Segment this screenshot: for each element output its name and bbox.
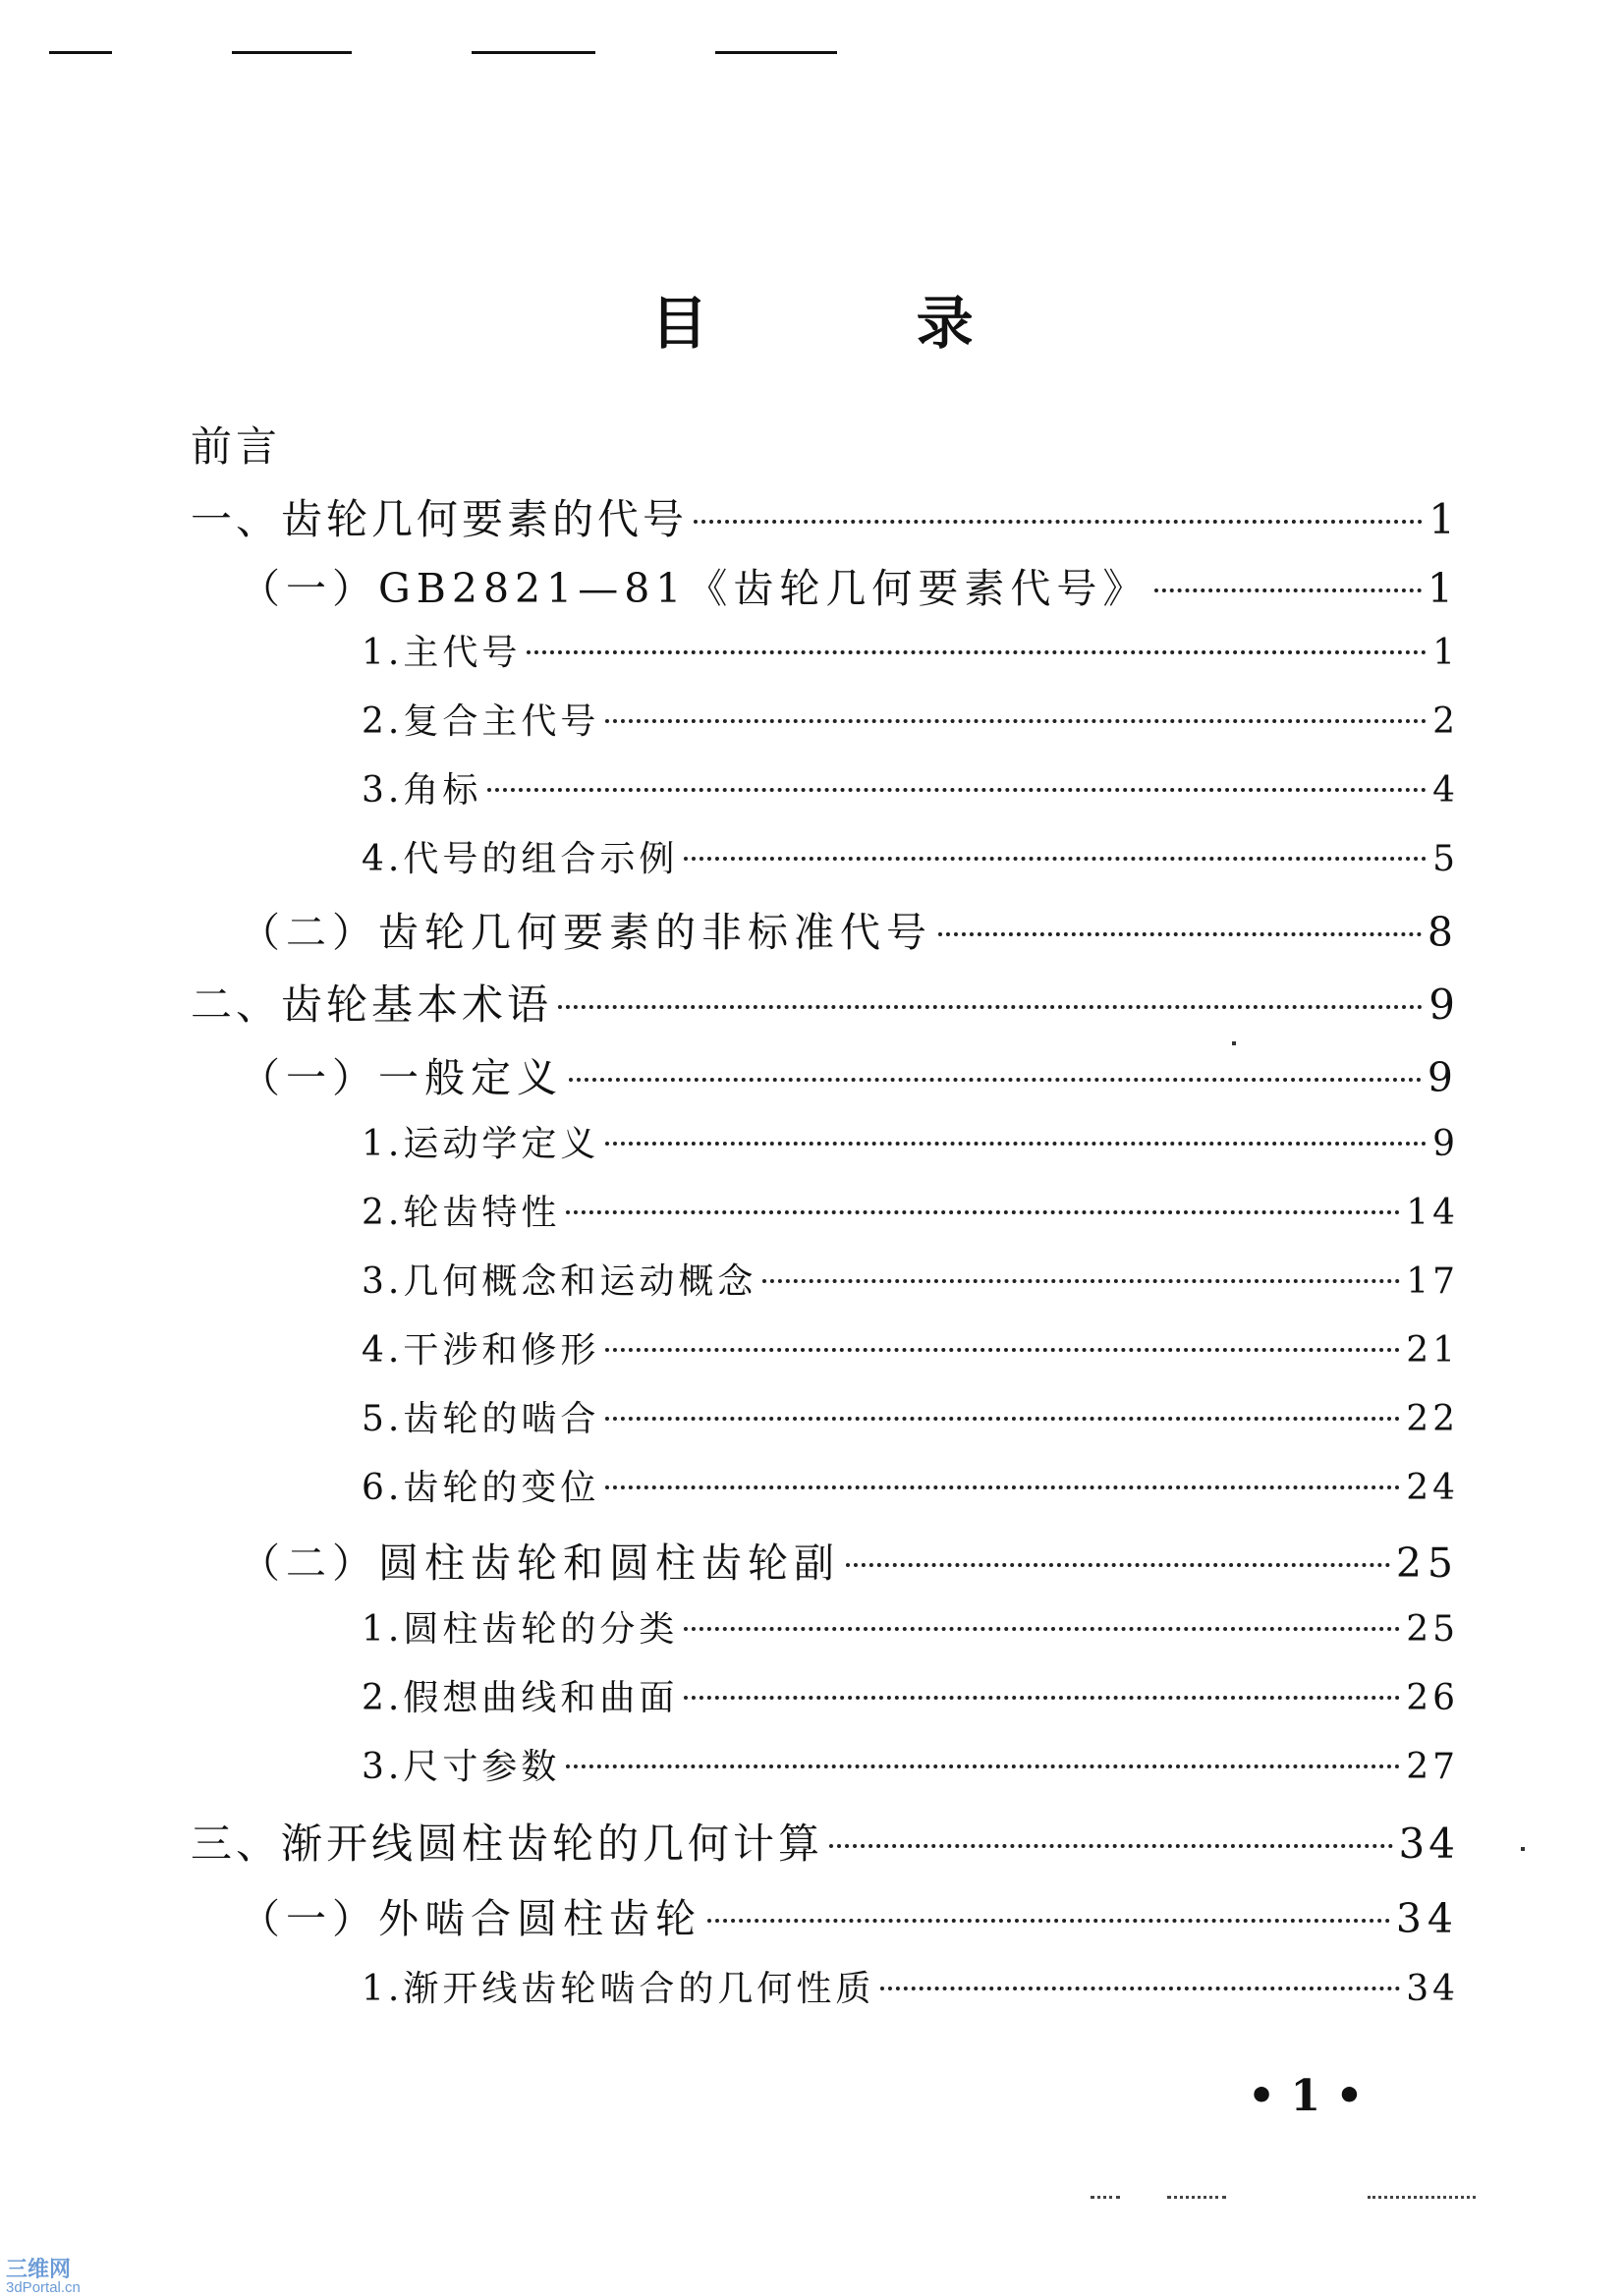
page-number: • 1 • <box>1248 2071 1364 2121</box>
toc-entry-chapter[interactable] <box>191 487 1459 542</box>
dot-leader <box>684 1696 1400 1700</box>
toc-entry-section[interactable] <box>240 556 1459 611</box>
toc-entry-section[interactable] <box>240 1531 1459 1586</box>
toc-entry-text: 3.尺寸参数 <box>362 1747 561 1787</box>
toc-entry-subsection[interactable] <box>362 1670 1459 1725</box>
dot-leader <box>566 1764 1400 1768</box>
toc-entry-text: 二、齿轮基本术语 <box>191 980 553 1029</box>
toc-entry-page: 24 <box>1406 1468 1459 1508</box>
toc-entry-chapter[interactable] <box>191 1812 1459 1867</box>
toc-entry-text: 4.干涉和修形 <box>362 1330 600 1371</box>
scan-artifact <box>1368 2193 1476 2199</box>
dot-leader <box>569 1078 1422 1082</box>
dot-leader <box>605 1485 1400 1489</box>
toc-entry-page: 8 <box>1427 909 1459 956</box>
toc-entry-text: （一）一般定义 <box>240 1054 563 1101</box>
dot-leader <box>487 788 1427 792</box>
toc-entry-subsection[interactable] <box>362 1739 1459 1794</box>
toc-entry-page: 25 <box>1406 1609 1459 1650</box>
toc-entry-subsection[interactable] <box>362 1961 1459 2016</box>
dot-leader <box>684 1627 1400 1631</box>
toc-entry-page: 9 <box>1428 980 1459 1029</box>
toc-entry-text: 4.代号的组合示例 <box>362 839 679 879</box>
toc-entry-subsection[interactable] <box>362 1116 1459 1171</box>
scan-artifact <box>1521 1847 1525 1851</box>
toc-entry-subsection[interactable] <box>362 625 1459 680</box>
toc-entry-text: 一、齿轮几何要素的代号 <box>191 495 689 543</box>
toc-entry-text: 3.角标 <box>362 770 482 811</box>
toc-entry-page: 34 <box>1395 1895 1459 1942</box>
toc-entry-page: 34 <box>1398 1820 1459 1868</box>
toc-entry-preface[interactable] <box>191 415 1459 470</box>
site-watermark <box>6 2258 81 2296</box>
watermark-logo-text: 三维网 <box>6 2257 72 2281</box>
toc-entry-page: 14 <box>1406 1193 1459 1233</box>
dot-leader <box>707 1919 1390 1923</box>
dot-leader <box>1154 588 1422 592</box>
dot-leader <box>605 1142 1427 1146</box>
toc-entry-page: 34 <box>1406 1969 1459 2009</box>
toc-entry-text: （一）外啮合圆柱齿轮 <box>240 1895 701 1942</box>
toc-entry-subsection[interactable] <box>362 1254 1459 1309</box>
toc-entry-subsection[interactable] <box>362 831 1459 886</box>
toc-entry-text: （一）GB2821—81《齿轮几何要素代号》 <box>240 565 1149 612</box>
toc-entry-page: 21 <box>1406 1330 1459 1371</box>
toc-entry-section[interactable] <box>240 1045 1459 1100</box>
toc-entry-text: 1.运动学定义 <box>362 1124 600 1164</box>
toc-entry-subsection[interactable] <box>362 1601 1459 1656</box>
dot-leader <box>880 1987 1400 1990</box>
toc-entry-page: 22 <box>1406 1399 1459 1439</box>
toc-entry-text: 2.假想曲线和曲面 <box>362 1678 679 1718</box>
toc-entry-text: 1.主代号 <box>362 633 522 673</box>
toc-entry-section[interactable] <box>240 900 1459 955</box>
toc-entry-text: 3.几何概念和运动概念 <box>362 1261 757 1302</box>
toc-entry-text: 1.渐开线齿轮啮合的几何性质 <box>362 1969 875 2009</box>
dot-leader <box>762 1279 1400 1283</box>
dot-leader <box>829 1844 1393 1848</box>
dot-leader <box>846 1563 1390 1567</box>
toc-entry-text: 5.齿轮的啮合 <box>362 1399 600 1439</box>
toc-entry-page: 1 <box>1432 633 1459 673</box>
watermark-url: 3dPortal.cn <box>6 2279 81 2296</box>
toc-entry-text: 1.圆柱齿轮的分类 <box>362 1609 679 1650</box>
toc-entry-page: 27 <box>1406 1747 1459 1787</box>
dot-leader <box>605 719 1427 723</box>
toc-entry-text: 三、渐开线圆柱齿轮的几何计算 <box>191 1820 824 1868</box>
page-title: 目 录 <box>650 290 1068 357</box>
toc-entry-page: 17 <box>1406 1261 1459 1302</box>
dot-leader <box>566 1210 1400 1214</box>
toc-entry-text: （二）圆柱齿轮和圆柱齿轮副 <box>240 1540 840 1587</box>
dot-leader <box>605 1348 1400 1352</box>
toc-entry-page: 2 <box>1432 701 1459 742</box>
dot-leader <box>605 1417 1400 1421</box>
toc-entry-page: 1 <box>1428 495 1459 543</box>
toc-entry-chapter[interactable] <box>191 973 1459 1028</box>
toc-entry-subsection[interactable] <box>362 694 1459 749</box>
toc-entry-subsection[interactable] <box>362 1460 1459 1515</box>
scan-artifact <box>1232 1041 1236 1045</box>
toc-entry-subsection[interactable] <box>362 762 1459 817</box>
dot-leader <box>684 857 1427 861</box>
toc-entry-page: 5 <box>1432 839 1459 879</box>
toc-entry-subsection[interactable] <box>362 1322 1459 1377</box>
scan-artifact <box>1091 2193 1120 2199</box>
toc-entry-page: 9 <box>1432 1124 1459 1164</box>
toc-entry-text: 2.复合主代号 <box>362 701 600 742</box>
toc-entry-text: 6.齿轮的变位 <box>362 1468 600 1508</box>
toc-entry-text: 2.轮齿特性 <box>362 1193 561 1233</box>
toc-entry-subsection[interactable] <box>362 1391 1459 1446</box>
toc-entry-text: 前言 <box>191 422 282 471</box>
toc-entry-page: 26 <box>1406 1678 1459 1718</box>
toc-entry-subsection[interactable] <box>362 1185 1459 1240</box>
toc-entry-text: （二）齿轮几何要素的非标准代号 <box>240 909 932 956</box>
dot-leader <box>694 520 1423 524</box>
toc-entry-section[interactable] <box>240 1886 1459 1941</box>
toc-entry-page: 1 <box>1427 565 1459 612</box>
dot-leader <box>527 650 1427 654</box>
toc-entry-page: 25 <box>1395 1540 1459 1587</box>
toc-entry-page: 9 <box>1427 1054 1459 1101</box>
dot-leader <box>558 1005 1423 1009</box>
toc-entry-page: 4 <box>1432 770 1459 811</box>
scan-artifact <box>1167 2193 1226 2199</box>
dot-leader <box>938 932 1422 936</box>
